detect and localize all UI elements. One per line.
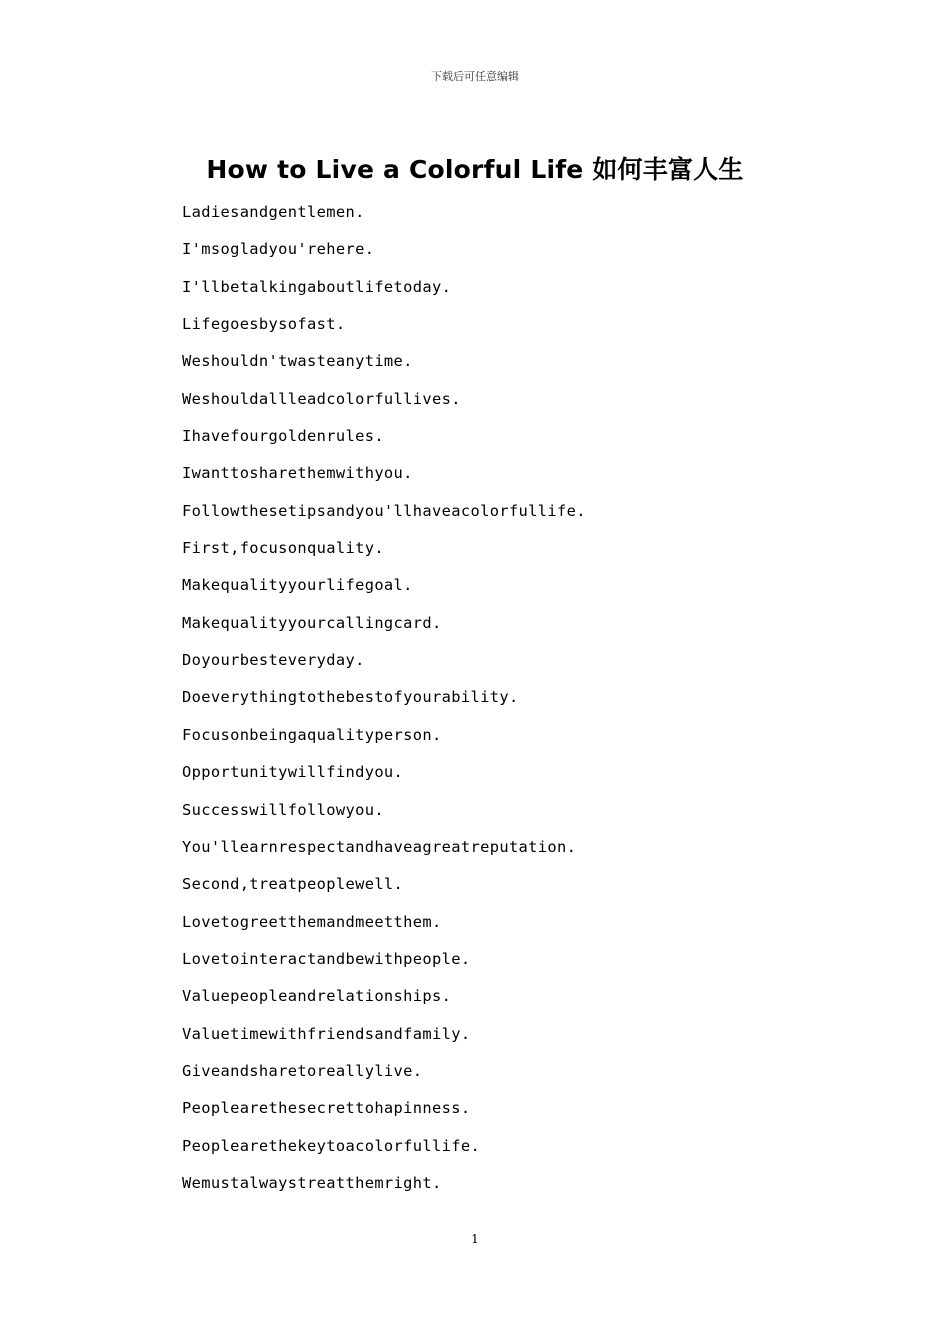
body-line: Doyourbesteveryday. xyxy=(182,651,365,670)
body-line: Doeverythingtothebestofyourability. xyxy=(182,688,519,707)
body-line: Peoplearethekeytoacolorfullife. xyxy=(182,1136,481,1155)
body-line: Valuetimewithfriendsandfamily. xyxy=(182,1024,471,1043)
body-line: First,focusonquality. xyxy=(182,539,384,558)
body-line: Successwillfollowyou. xyxy=(182,800,384,819)
body-line: Makequalityyourcallingcard. xyxy=(182,613,442,632)
page-number: 1 xyxy=(471,1232,479,1246)
body-line: Followthesetipsandyou'llhaveacolorfullife. xyxy=(182,501,586,520)
body-line: I'llbetalkingaboutlifetoday. xyxy=(182,277,452,296)
body-line: Ihavefourgoldenrules. xyxy=(182,427,384,446)
body-line: Weshouldallleadcolorfullives. xyxy=(182,389,461,408)
body-line: Opportunitywillfindyou. xyxy=(182,763,404,782)
document-title: How to Live a Colorful Life 如何丰富人生 xyxy=(206,155,744,184)
body-line: Weshouldn'twasteanytime. xyxy=(182,352,413,371)
body-line: Focusonbeingaqualityperson. xyxy=(182,725,442,744)
body-line: Giveandsharetoreallylive. xyxy=(182,1061,423,1080)
body-line: Lovetogreetthemandmeetthem. xyxy=(182,912,442,931)
body-line: Iwanttosharethemwithyou. xyxy=(182,464,413,483)
body-line: Lifegoesbysofast. xyxy=(182,315,346,334)
body-line: You'llearnrespectandhaveagreatreputation. xyxy=(182,837,577,856)
header-note: 下载后可任意编辑 xyxy=(431,70,519,83)
body-line: Valuepeopleandrelationships. xyxy=(182,987,452,1006)
body-line: Makequalityyourlifegoal. xyxy=(182,576,413,595)
body-line: I'msogladyou'rehere. xyxy=(182,240,375,259)
body-line: Peoplearethesecrettohapinness. xyxy=(182,1099,471,1118)
body-line: Wemustalwaystreatthemright. xyxy=(182,1173,442,1192)
document-body xyxy=(182,201,882,1209)
body-line: Ladiesandgentlemen. xyxy=(182,203,365,221)
body-line: Second,treatpeoplewell. xyxy=(182,875,404,894)
body-line: Lovetointeractandbewithpeople. xyxy=(182,949,471,968)
